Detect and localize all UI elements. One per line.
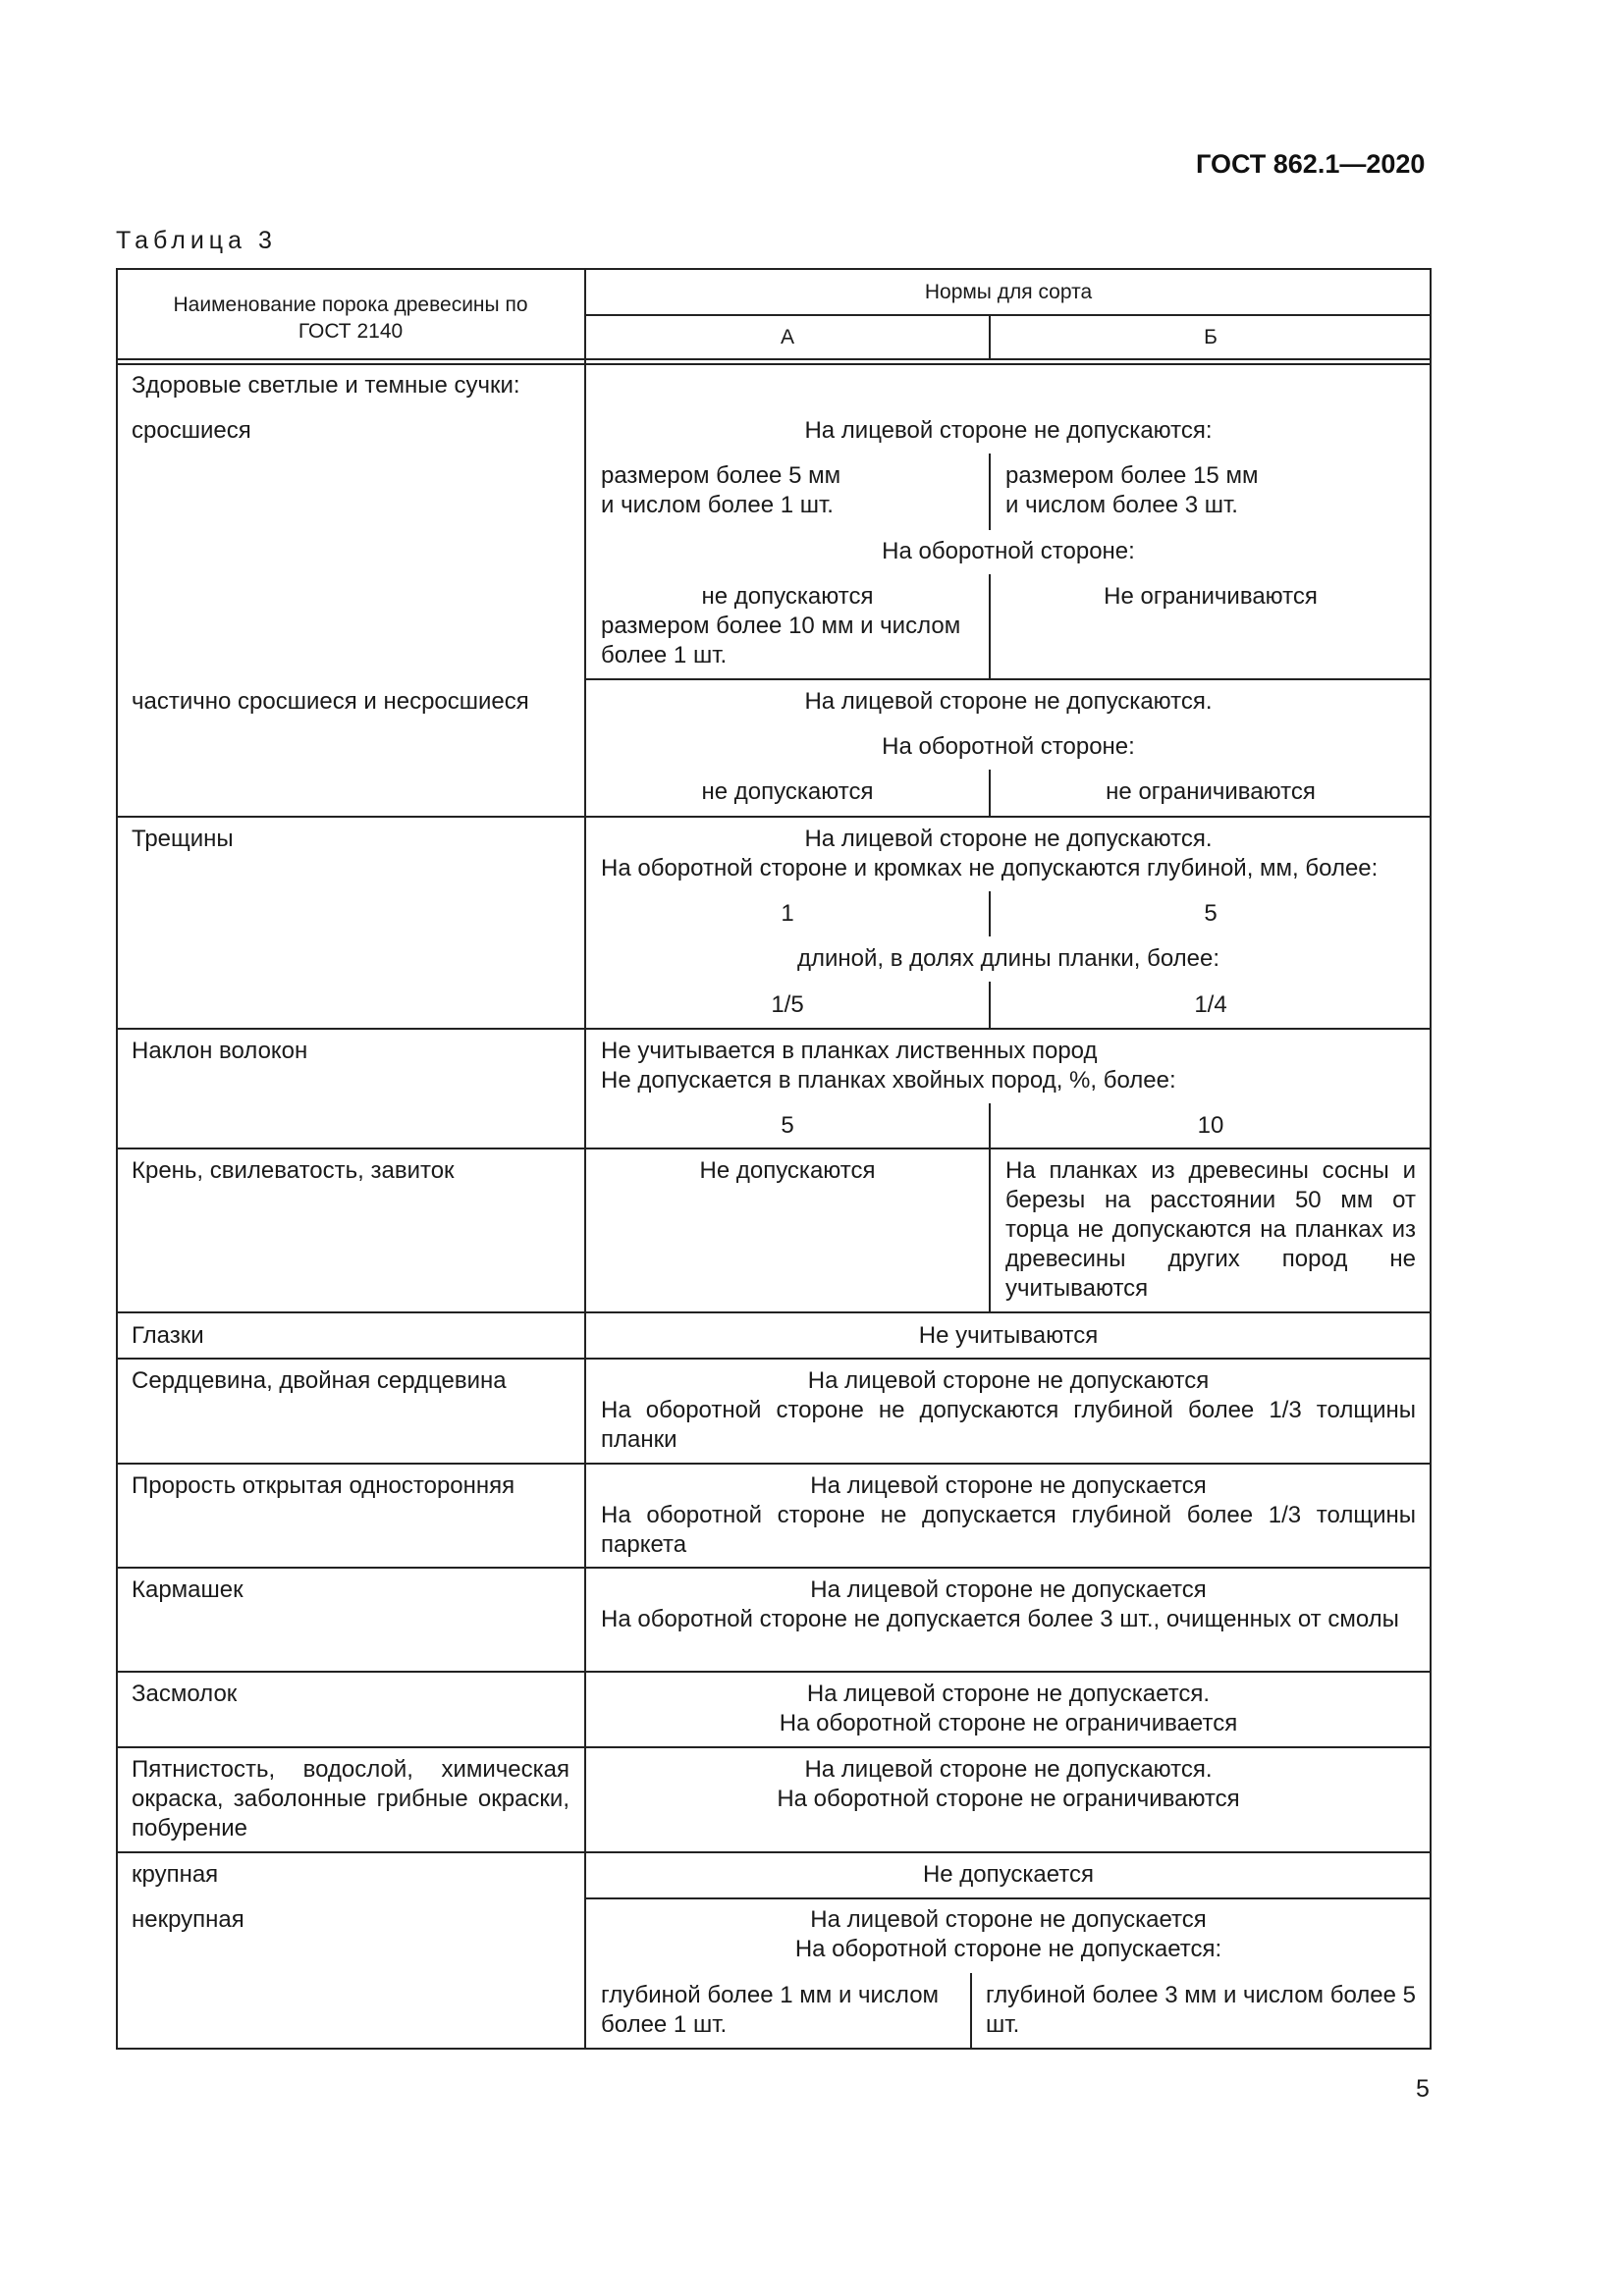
compression-grade-a: Не допускаются (699, 1157, 876, 1184)
cracks-length-grade-b: 1/4 (1194, 991, 1227, 1018)
small-grade-b: глубиной более 3 мм и числом более 5 шт. (986, 1982, 1416, 2038)
knots-back-grade-b: Не ограничиваются (1104, 583, 1318, 610)
cracks-depth-grade-a: 1 (781, 900, 794, 927)
column-header-norms: Нормы для сорта (924, 281, 1093, 303)
ingrown-bark-line2: На оборотной стороне не допускается глубиной более 1/3 толщины паркета (601, 1502, 1416, 1558)
stains-line2: На оборотной стороне не ограничиваются (777, 1786, 1240, 1812)
cracks-line2: На оборотной стороне и кромках не допускаются глубиной, мм, более: (601, 855, 1379, 881)
slope-line2: Не допускается в планках хвойных пород, %, более: (601, 1067, 1176, 1094)
row-label-slope: Наклон волокон (132, 1038, 308, 1064)
knots-back-grade-a-line1: не допускаются (701, 583, 874, 610)
table-title: Таблица 3 (116, 227, 277, 254)
row-label-grown-knots: сросшиеся (132, 417, 251, 444)
row-label-resin: Засмолок (132, 1681, 238, 1707)
row-label-pith: Сердцевина, двойная сердцевина (132, 1367, 507, 1394)
partial-knots-back-grade-b: не ограничиваются (1106, 778, 1316, 805)
row-label-small: некрупная (132, 1906, 244, 1933)
knots-back-grade-a: размером более 10 мм и числом более 1 шт. (601, 613, 961, 668)
knots-face-grade-b: размером более 15 мм и числом более 3 шт. (1005, 462, 1259, 518)
row-label-eyes: Глазки (132, 1322, 204, 1349)
compression-grade-b: На планках из древесины сосны и березы на расстоянии 50 мм от торца не допускаются на планках из древесины других пород не учитываются (1005, 1157, 1416, 1302)
table-border-top (116, 268, 1432, 270)
large-value: Не допускается (922, 1861, 1095, 1888)
pith-line1: На лицевой стороне не допускаются (807, 1367, 1210, 1394)
slope-line1: Не учитывается в планках лиственных пород (601, 1038, 1098, 1064)
cracks-length-grade-a: 1/5 (771, 991, 804, 1018)
pocket-line1: На лицевой стороне не допускается (810, 1576, 1207, 1603)
stains-line1: На лицевой стороне не допускаются. (804, 1756, 1213, 1783)
partial-knots-face: На лицевой стороне не допускаются. (804, 688, 1213, 715)
cracks-depth-grade-b: 5 (1204, 900, 1218, 927)
row-label-knots: Здоровые светлые и темные сучки: (132, 372, 520, 399)
resin-line1: На лицевой стороне не допускается. (806, 1681, 1211, 1707)
row-label-cracks: Трещины (132, 826, 234, 852)
column-header-grade-a: А (780, 326, 794, 348)
slope-grade-a: 5 (781, 1112, 794, 1139)
pith-line2: На оборотной стороне не допускаются глубиной более 1/3 толщины планки (601, 1397, 1416, 1453)
column-header-defect-name: Наименование порока древесины по ГОСТ 2140 (173, 294, 528, 343)
row-label-partial-knots: частично сросшиеся и несросшиеся (132, 688, 529, 715)
row-label-stains: Пятнистость, водослой, химическая окраска, заболонные грибные окраски, побурение (132, 1756, 569, 1842)
partial-knots-back-grade-a: не допускаются (701, 778, 874, 805)
row-label-compression: Крень, свилеватость, завиток (132, 1157, 455, 1184)
knots-face-heading: На лицевой стороне не допускаются: (804, 417, 1213, 444)
document-number: ГОСТ 862.1—2020 (1196, 149, 1426, 179)
pocket-line2: На оборотной стороне не допускается более 3 шт., очищенных от смолы (601, 1606, 1399, 1632)
resin-line2: На оборотной стороне не ограничивается (779, 1710, 1238, 1736)
cracks-line1: На лицевой стороне не допускаются. (804, 826, 1213, 852)
small-line1: На лицевой стороне не допускается (810, 1906, 1207, 1933)
row-label-ingrown-bark: Прорость открытая односторонняя (132, 1472, 515, 1499)
slope-grade-b: 10 (1197, 1112, 1224, 1139)
partial-knots-back-heading: На оборотной стороне: (882, 733, 1135, 760)
row-label-pocket: Кармашек (132, 1576, 244, 1603)
column-header-grade-b: Б (1204, 326, 1218, 348)
knots-face-grade-a: размером более 5 мм и числом более 1 шт. (601, 462, 841, 518)
knots-back-heading: На оборотной стороне: (882, 538, 1135, 564)
row-label-large: крупная (132, 1861, 219, 1888)
small-line2: На оборотной стороне не допускается: (794, 1936, 1222, 1962)
table-border-bottom (116, 2048, 1432, 2050)
eyes-value: Не учитываются (918, 1322, 1099, 1349)
page-number: 5 (1416, 2075, 1430, 2103)
cracks-length-heading: длиной, в долях длины планки, более: (796, 945, 1220, 972)
ingrown-bark-line1: На лицевой стороне не допускается (810, 1472, 1207, 1499)
small-grade-a: глубиной более 1 мм и числом более 1 шт. (601, 1982, 940, 2038)
